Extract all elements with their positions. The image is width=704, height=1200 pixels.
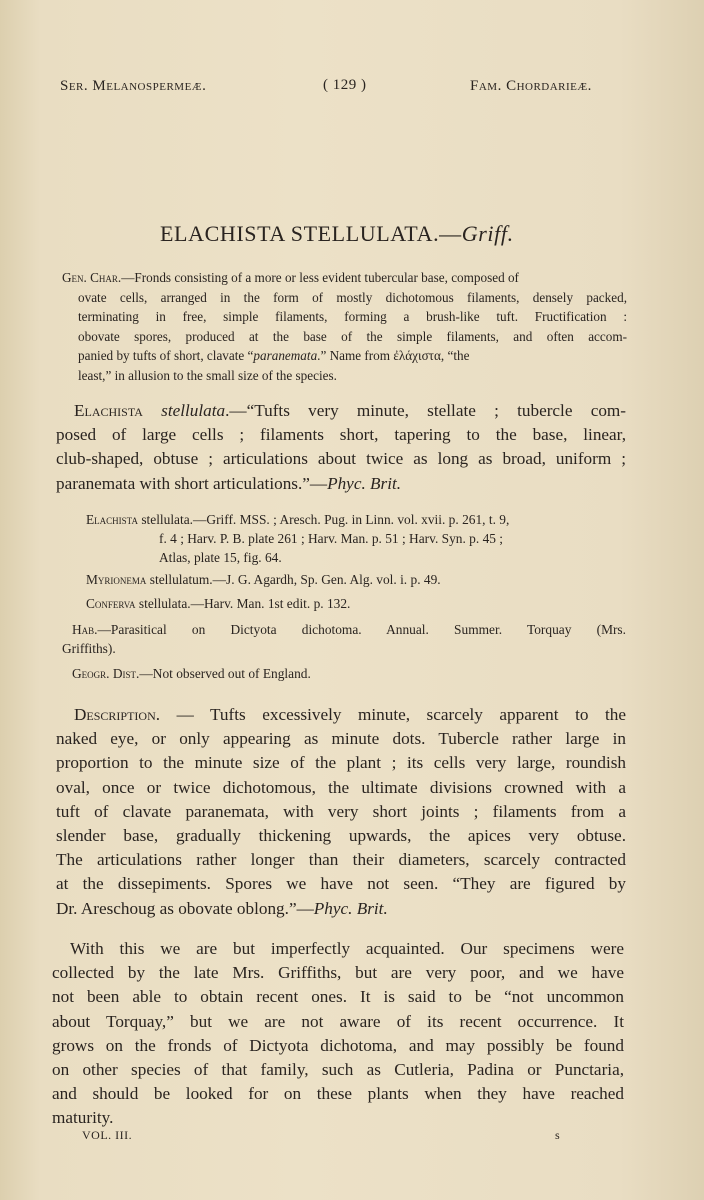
remarks-line: maturity. [52,1108,114,1128]
generic-character [62,268,627,385]
gen-char-label: Gen. Char. [62,270,122,285]
synonym-genus: Elachista [86,512,138,527]
gen-char-line [78,346,627,366]
synonym-myrionema [86,570,626,589]
description-line [56,897,626,921]
description-label: Description. [74,705,161,724]
synonym-conferva [86,594,626,613]
gen-char-line: least,” in allusion to the small size of the species. [78,367,337,383]
running-header-series: Ser. Melanospermeæ. [60,78,207,94]
synonym-text: stellulata.—Harv. Man. 1st edit. p. 132. [138,596,351,611]
page-number: ( 129 ) [323,77,367,93]
species-char-line: posed of large cells ; filaments short, tapering to the base, linear, [56,425,626,445]
distribution-label: Geogr. Dist. [72,666,140,681]
habitat-line [72,620,626,639]
distribution-line [72,664,626,683]
species-char-text: .—“Tufts very minute, stellate ; tubercle com- [225,401,627,420]
gen-char-italic: paranemata [253,348,318,363]
synonym-line: Atlas, plate 15, fig. 64. [159,550,282,565]
habitat-line: Griffiths). [62,641,116,656]
remarks [52,937,624,1131]
description-line: tuft of clavate paranemata, with very short joints ; filaments from a [56,801,626,821]
habitat [62,620,626,658]
description-text: — Tufts excessively minute, scarcely apparent to the [160,705,626,724]
description-text: Dr. Areschoug as obovate oblong.”— [56,898,314,918]
title-author: Griff. [461,221,514,246]
description-line: proportion to the minute size of the plant ; its cells very large, roundish [56,753,626,773]
species-char-line: club-shaped, obtuse ; articulations about twice as long as broad, uniform ; [56,449,626,469]
remarks-line: With this we are but imperfectly acquainted. Our specimens were [70,939,624,958]
species-epithet: stellulata [161,401,226,420]
remarks-line: collected by the late Mrs. Griffiths, but are very poor, and we have [52,963,624,983]
synonym-line [86,594,626,613]
synonym-line: f. 4 ; Harv. P. B. plate 261 ; Harv. Man. p. 51 ; Harv. Syn. p. 45 ; [159,531,504,546]
gen-char-text: .” Name from ἐλάχιστα, “the [317,348,470,363]
gen-char-line: terminating in free, simple filaments, forming a brush-like tuft. Fructification : [78,309,627,324]
remarks-line: about Torquay,” but we are not aware of its recent occurrence. It [52,1011,624,1031]
description-line: oval, once or twice dichotomous, the ultimate divisions crowned with a [56,777,626,797]
species-char-text: paranemata with short articulations.”— [56,473,328,493]
synonym-genus: Myrionema [86,572,147,587]
description [56,703,626,921]
synonym-text: stellulata.—Griff. MSS. ; Aresch. Pug. in Linn. vol. xvii. p. 261, t. 9, [141,512,510,527]
description-source: Phyc. Brit. [313,898,388,918]
distribution-text: —Not observed out of England. [139,666,311,681]
footer-signature: s [555,1128,560,1142]
gen-char-line: —Fronds consisting of a more or less evident tubercular base, composed of [121,270,519,285]
habitat-text: —Parasitical on Dictyota dichotoma. Annual. Summer. Torquay (Mrs. [97,622,626,637]
species-character [56,399,626,496]
synonym-text: stellulatum.—J. G. Agardh, Sp. Gen. Alg. vol. i. p. 49. [149,572,441,587]
description-line: The articulations rather longer than their diameters, scarcely contracted [56,850,626,870]
remarks-line: grows on the fronds of Dictyota dichotoma, and may possibly be found [52,1035,624,1055]
remarks-line: on other species of that family, such as Cutleria, Padina or Punctaria, [52,1060,624,1080]
description-line: naked eye, or only appearing as minute dots. Tubercle rather large in [56,729,626,749]
remarks-line: and should be looked for on these plants when they have reached [52,1084,624,1104]
gen-char-line: ovate cells, arranged in the form of mostly dichotomous filaments, densely packed, [78,289,627,305]
page-title [160,221,514,247]
synonym-line [86,570,626,589]
species-char-line [74,399,626,423]
remarks-line: not been able to obtain recent ones. It is said to be “not uncommon [52,987,624,1007]
gen-char-line: obovate spores, produced at the base of the simple filaments, and often accom- [78,328,627,344]
synonym-genus: Conferva [86,596,136,611]
title-main: ELACHISTA STELLULATA.— [160,221,462,246]
synonymy [86,510,626,567]
description-line: at the dissepiments. Spores we have not seen. “They are figured by [56,874,626,894]
description-line: slender base, gradually thickening upwards, the apices very obtuse. [56,826,626,846]
description-line [74,703,626,727]
synonym-line [86,510,626,529]
running-header-family: Fam. Chordarieæ. [470,78,592,94]
species-char-line [56,472,626,496]
species-genus: Elachista [74,401,143,420]
species-char-source: Phyc. Brit. [327,473,402,493]
gen-char-text: panied by tufts of short, clavate “ [78,348,254,363]
geographic-distribution [72,664,626,683]
habitat-label: Hab. [72,622,98,637]
footer-volume: VOL. III. [82,1128,133,1142]
